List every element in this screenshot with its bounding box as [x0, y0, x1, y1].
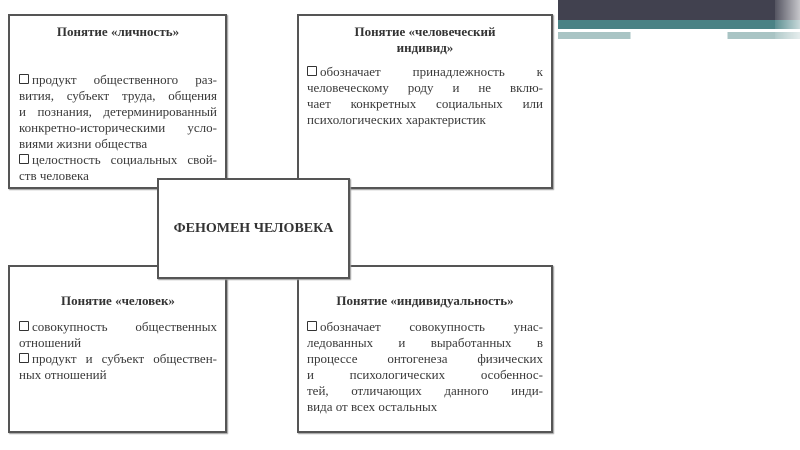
list-item-text: процессе онтогенеза физических: [307, 351, 543, 366]
list-item-text: виями жизни общества: [19, 136, 148, 151]
list-item-text: ных отношений: [19, 367, 107, 382]
list-item-text: и психологических особеннос-: [307, 367, 543, 382]
checkbox-bullet-icon: [307, 321, 317, 331]
list-item-line: [307, 96, 543, 112]
list-item-line: [307, 112, 543, 128]
list-item-line: [307, 319, 543, 335]
list-item-line: [19, 319, 217, 335]
checkbox-bullet-icon: [19, 353, 29, 363]
list-item-line: [307, 367, 543, 383]
box-title: Понятие «индивидуальность»: [336, 293, 514, 308]
list-item-text: ледованных и выработанных в: [307, 335, 543, 350]
list-item-text: обозначает принадлежность к: [320, 64, 543, 79]
list-item-text: тей, отличающих данного инди-: [307, 383, 543, 398]
box-title: Понятие «человеческий: [354, 24, 496, 39]
list-item-text: обозначает совокупность унас-: [320, 319, 543, 334]
list-item-line: [307, 383, 543, 399]
list-item-line: [307, 64, 543, 80]
list-item-line: [19, 351, 217, 367]
list-item-line: [307, 399, 543, 415]
list-item-text: конкретно-историческими усло-: [19, 120, 217, 135]
box-title: индивид»: [396, 40, 454, 55]
concept-individuality-box: [297, 265, 553, 433]
concept-human-individual-box: [297, 14, 553, 189]
list-item-line: [19, 72, 217, 88]
list-item-line: [19, 88, 217, 104]
checkbox-bullet-icon: [19, 154, 29, 164]
list-item-text: продукт и субъект обществен-: [32, 351, 217, 366]
center-label: ФЕНОМЕН ЧЕЛОВЕКА: [173, 220, 334, 236]
list-item-text: продукт общественного раз-: [32, 72, 217, 87]
list-item-line: [19, 367, 217, 383]
list-item-line: [19, 104, 217, 120]
list-item-line: [19, 335, 217, 351]
list-item-text: целостность социальных свой-: [32, 152, 217, 167]
concept-human-box: [8, 265, 227, 433]
checkbox-bullet-icon: [19, 74, 29, 84]
box-title: Понятие «человек»: [61, 293, 175, 308]
list-item-text: человеческому роду и не вклю-: [307, 80, 543, 95]
list-item-line: [307, 351, 543, 367]
box-title: Понятие «личность»: [56, 24, 180, 39]
list-item-text: чает конкретных социальных или: [307, 96, 543, 111]
list-item-line: [19, 136, 217, 152]
list-item-text: ств человека: [19, 168, 89, 183]
concept-personality-box: [8, 14, 227, 189]
list-item-line: [19, 152, 217, 168]
human-phenomenon-box: [157, 178, 350, 279]
checkbox-bullet-icon: [19, 321, 29, 331]
list-item-line: [307, 335, 543, 351]
list-item-text: вида от всех остальных: [307, 399, 438, 414]
list-item-line: [19, 120, 217, 136]
list-item-text: вития, субъект труда, общения: [19, 88, 217, 103]
list-item-text: отношений: [19, 335, 82, 350]
list-item-text: и познания, детерминированный: [19, 104, 217, 119]
list-item-line: [307, 80, 543, 96]
list-item-text: совокупность общественных: [32, 319, 217, 334]
checkbox-bullet-icon: [307, 66, 317, 76]
list-item-text: психологических характеристик: [307, 112, 486, 127]
